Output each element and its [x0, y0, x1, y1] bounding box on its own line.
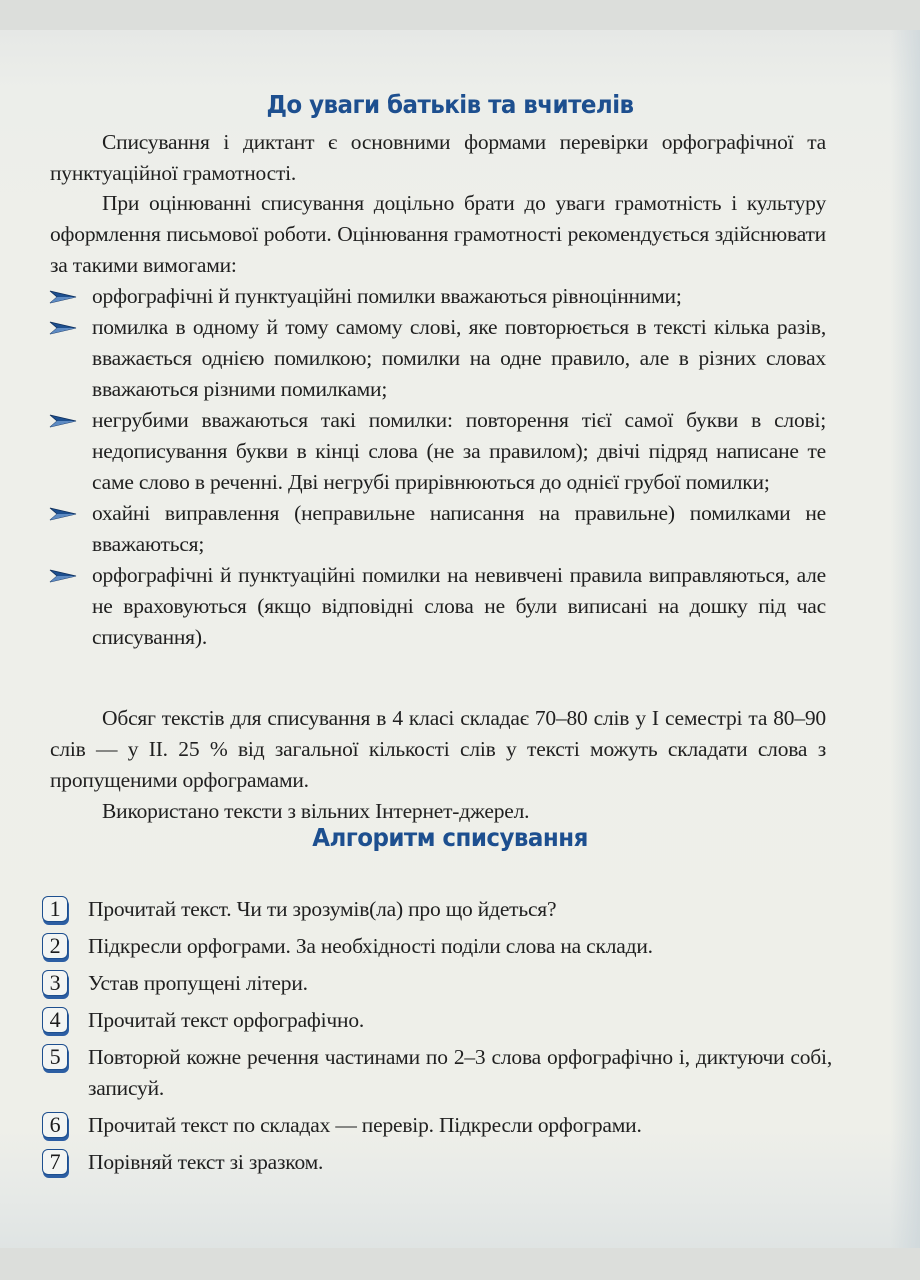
step-item [42, 894, 832, 925]
step-item [42, 1042, 832, 1104]
step-text: Прочитай текст по складах — перевір. Підкресли орфограми. [88, 1113, 642, 1137]
list-item-text: орфографічні й пунктуаційні помилки на невивчені правила виправляються, але не враховуються (якщо відповідні слова не були виписані на дошку під час списування). [92, 563, 826, 649]
step-number-badge: 6 [42, 1112, 68, 1138]
section-title-parents-teachers: До уваги батьків та вчителів [266, 90, 634, 119]
arrow-right-icon [49, 569, 77, 583]
requirements-list [46, 281, 826, 653]
arrow-right-icon [49, 414, 77, 428]
list-item-text: негрубими вважаються такі помилки: повторення тієї самої букви в слові; недописування букви в кінці слова (не за правилом); двічі підряд написане те саме слово в реченні. Дві негрубі прирівнюються до однієї грубої помилки; [92, 408, 826, 494]
arrow-right-icon [49, 507, 77, 521]
algorithm-steps [42, 894, 832, 1184]
step-number-badge: 2 [42, 933, 68, 959]
step-item [42, 968, 832, 999]
step-number-badge: 3 [42, 970, 68, 996]
step-number-badge: 1 [42, 896, 68, 922]
list-item [46, 560, 826, 653]
step-text: Прочитай текст орфографічно. [88, 1008, 365, 1032]
list-item [46, 281, 826, 312]
assessment-paragraph: При оцінюванні списування доцільно брати до уваги грамотність і культуру оформлення письмової роботи. Оцінювання грамотності рекомендується здійснювати за такими вимогами: [50, 191, 826, 277]
step-text: Порівняй текст зі зразком. [88, 1150, 324, 1174]
step-number-badge: 4 [42, 1007, 68, 1033]
step-item [42, 1147, 832, 1178]
list-item-text: помилка в одному й тому самому слові, яке повторюється в тексті кілька разів, вважається однією помилкою; помилки на одне правило, але в різних словах вважаються різними помилками; [92, 315, 826, 401]
arrow-right-icon [49, 290, 77, 304]
sources-paragraph: Використано тексти з вільних Інтернет-джерел. [102, 799, 530, 823]
document-page [0, 30, 920, 1248]
list-item-text: орфографічні й пунктуаційні помилки вважаються рівноцінними; [92, 284, 682, 308]
section-title-copying-algorithm: Алгоритм списування [312, 823, 588, 852]
step-text: Підкресли орфограми. За необхідності поділи слова на склади. [88, 934, 653, 958]
step-item [42, 1005, 832, 1036]
step-text: Устав пропущені літери. [88, 971, 308, 995]
step-item [42, 1110, 832, 1141]
list-item-text: охайні виправлення (неправильне написання на правильне) помилками не вважаються; [92, 501, 826, 556]
step-item [42, 931, 832, 962]
step-text: Прочитай текст. Чи ти зрозумів(ла) про що йдеться? [88, 897, 557, 921]
list-item [46, 405, 826, 498]
step-number-badge: 5 [42, 1044, 68, 1070]
arrow-right-icon [49, 321, 77, 335]
step-number-badge: 7 [42, 1149, 68, 1175]
list-item [46, 312, 826, 405]
step-text: Повторюй кожне речення частинами по 2–3 слова орфографічно і, диктуючи собі, записуй. [88, 1045, 832, 1100]
list-item [46, 498, 826, 560]
intro-paragraph: Списування і диктант є основними формами перевірки орфографічної та пунктуаційної грамотності. [50, 130, 826, 185]
volume-paragraph: Обсяг текстів для списування в 4 класі складає 70–80 слів у І семестрі та 80–90 слів — у ІІ. 25 % від загальної кількості слів у тексті можуть складати слова з пропущеними орфограмами. [50, 706, 826, 792]
